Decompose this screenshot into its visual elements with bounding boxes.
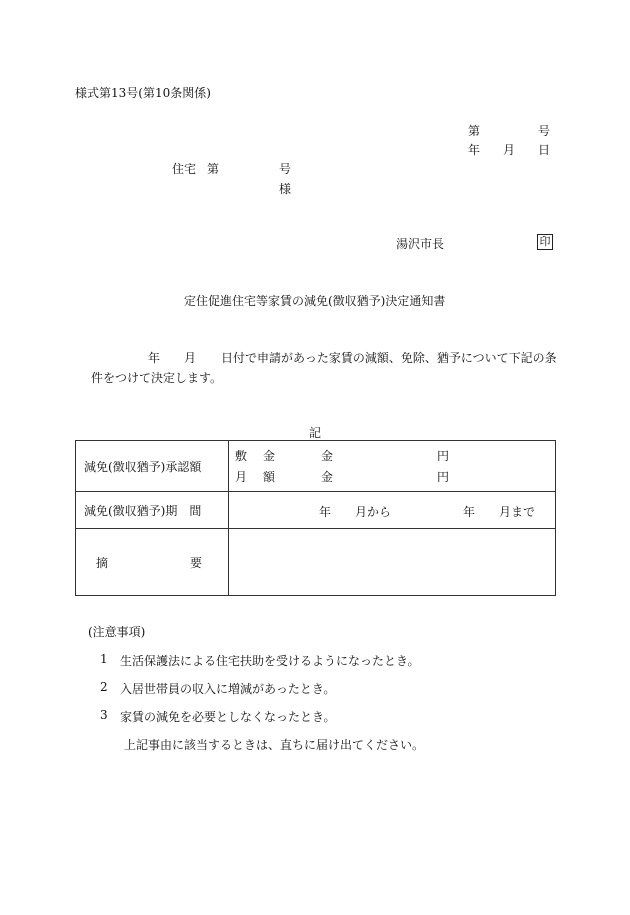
period-cell bbox=[229, 492, 556, 529]
document-title: 定住促進住宅等家賃の減免(徴収猶予)決定通知書 bbox=[184, 294, 446, 308]
period-from-month: 月から bbox=[355, 505, 392, 519]
notes-heading: (注意事項) bbox=[88, 625, 146, 639]
memo-label-char-2: 要 bbox=[190, 556, 203, 570]
body-month: 月 bbox=[184, 351, 197, 365]
issuer-name: 湯沢市長 bbox=[396, 237, 445, 251]
date-year: 年 bbox=[468, 143, 481, 157]
getsugaku-char-1: 月 bbox=[235, 470, 248, 484]
note-item-1-num: 1 bbox=[100, 652, 108, 666]
approved-amount-cell bbox=[229, 441, 556, 492]
body-line-1: 日付で申請があった家賃の減額、免除、猶予について下記の条 bbox=[221, 351, 557, 365]
memo-label-char-1: 摘 bbox=[96, 556, 109, 570]
note-item-2-num: 2 bbox=[100, 680, 108, 694]
body-line-2: 件をつけて決定します。 bbox=[91, 371, 223, 385]
period-label: 減免(徴収猶予)期 間 bbox=[76, 492, 229, 529]
official-seal: 印 bbox=[537, 234, 553, 250]
form-number: 様式第13号(第10条関係) bbox=[75, 86, 211, 100]
addressee-jutaku: 住宅 bbox=[172, 162, 197, 176]
note-item-3-text: 家賃の減免を必要としなくなったとき。 bbox=[120, 710, 336, 724]
memo-label bbox=[76, 529, 229, 596]
period-from-year: 年 bbox=[319, 505, 332, 519]
getsugaku-yen: 円 bbox=[437, 470, 450, 484]
approved-amount-label: 減免(徴収猶予)承認額 bbox=[76, 441, 229, 492]
getsugaku-char-2: 額 bbox=[263, 470, 276, 484]
period-to-year: 年 bbox=[463, 505, 476, 519]
addressee-dai: 第 bbox=[207, 162, 220, 176]
shikikin-yen: 円 bbox=[437, 449, 450, 463]
ki-heading: 記 bbox=[309, 426, 322, 440]
getsugaku-kin: 金 bbox=[321, 470, 334, 484]
addressee-sama: 様 bbox=[279, 182, 292, 196]
body-year: 年 bbox=[148, 351, 161, 365]
doc-no-dai: 第 bbox=[468, 124, 481, 138]
shikikin-char-1: 敷 bbox=[235, 449, 248, 463]
doc-no-go: 号 bbox=[538, 124, 551, 138]
note-item-2-text: 入居世帯員の収入に増減があったとき。 bbox=[120, 682, 336, 696]
record-table bbox=[75, 440, 556, 596]
note-item-3-num: 3 bbox=[100, 708, 108, 722]
date-day: 日 bbox=[538, 143, 551, 157]
memo-cell bbox=[229, 529, 556, 596]
addressee-go: 号 bbox=[279, 162, 292, 176]
period-to-month: 月まで bbox=[499, 505, 536, 519]
shikikin-kin: 金 bbox=[321, 449, 334, 463]
notes-footer: 上記事由に該当するときは、直ちに届け出てください。 bbox=[124, 738, 425, 752]
note-item-1-text: 生活保護法による住宅扶助を受けるようになったとき。 bbox=[120, 654, 420, 668]
shikikin-char-2: 金 bbox=[263, 449, 276, 463]
date-month: 月 bbox=[503, 143, 516, 157]
